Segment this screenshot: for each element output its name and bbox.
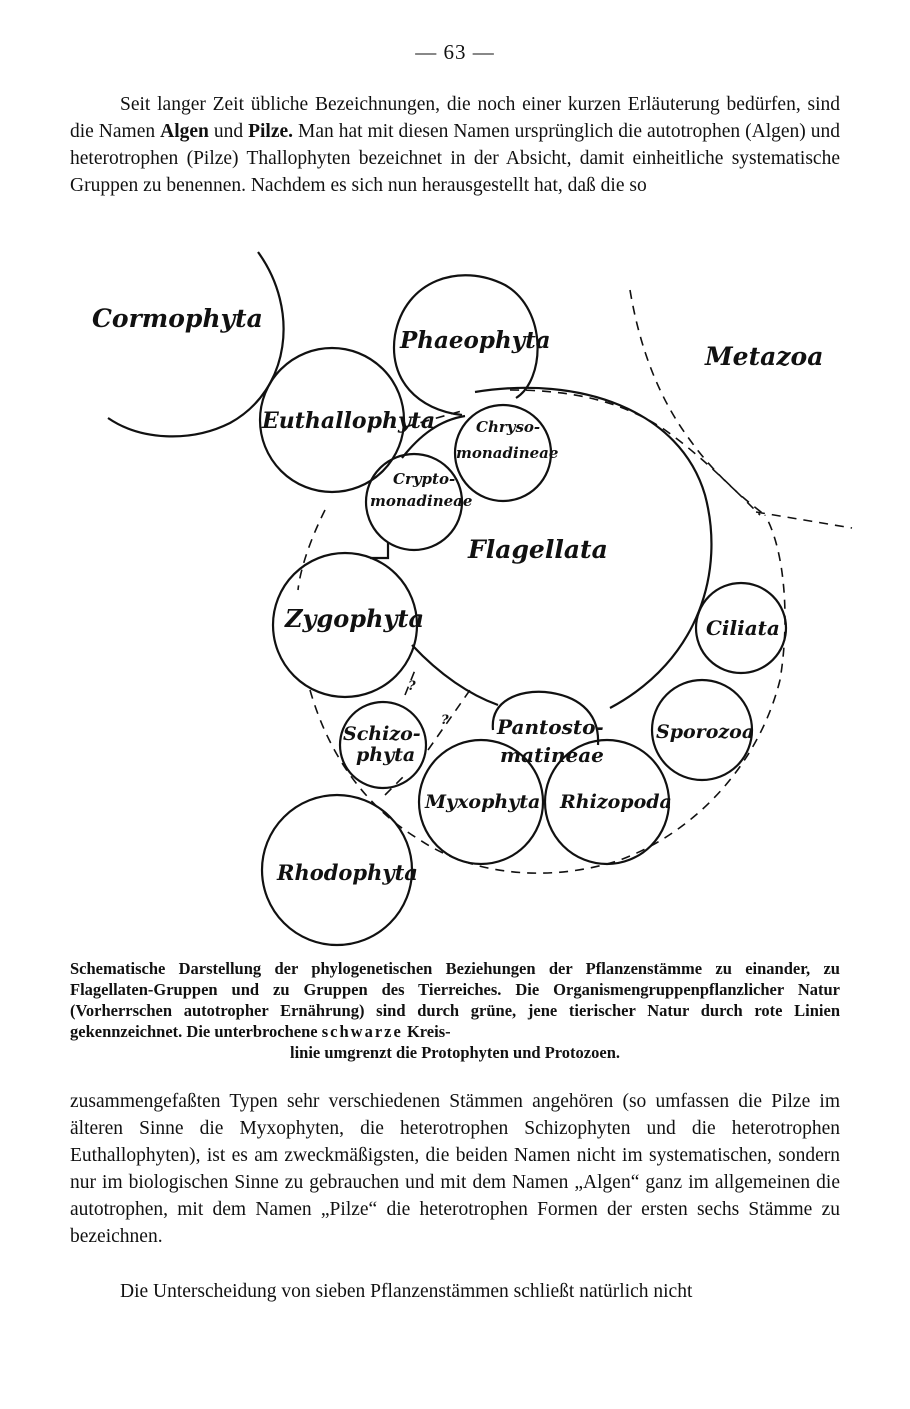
- caption-last-line: linie umgrenzt die Protophyten und Protozoen.: [290, 1043, 620, 1062]
- paragraph-top: [70, 91, 840, 199]
- flagellata-arc-left: [370, 542, 388, 558]
- caption-spaced-word: schwarze: [321, 1022, 403, 1041]
- label-flagellata: Flagellata: [468, 535, 608, 564]
- label-question-1: ?: [408, 679, 416, 694]
- label-pantosto-1: Pantosto-: [497, 715, 604, 739]
- phylogeny-diagram-svg: [0, 240, 910, 952]
- page-number: — 63 —: [415, 40, 495, 64]
- label-myxophyta: Myxophyta: [425, 791, 541, 813]
- label-chryso-1: Chryso-: [476, 418, 541, 436]
- caption-text-2: pflanzlicher Natur (Vorherrschen autotropher Ernährung) sind durch grüne, jene tierischer Natur durch rote Linien gekennzeichnet. Die unterbrochene: [70, 980, 840, 1041]
- protophyta-boundary: [298, 510, 325, 590]
- schizo-pantosto-dash: [428, 690, 470, 750]
- label-cormophyta: Cormophyta: [92, 304, 263, 333]
- label-schizo-1: Schizo-: [343, 723, 421, 745]
- term-algen: Algen: [160, 121, 209, 142]
- paragraph-top-text-1: Seit langer Zeit übliche Bezeichnungen, die noch einer kurzen Erläuterung bedürfen, sind die Namen: [70, 94, 840, 142]
- paragraph-top-text-3: Man hat mit diesen Namen ursprünglich die autotrophen (Algen) und heterotrophen (Pilze) Thallophyten bezeichnet in der Absicht, damit einheitliche systematische Gruppen zu benennen. Nachdem es sich nun herausgestellt hat, daß die so: [70, 121, 841, 196]
- label-pantosto-2: matineae: [500, 743, 604, 767]
- schizo-rhodo-dash: [385, 775, 405, 795]
- label-question-2: ?: [441, 713, 449, 728]
- label-ciliata: Ciliata: [706, 616, 780, 640]
- label-euthallophyta: Euthallophyta: [262, 408, 436, 434]
- term-pilze: Pilze.: [248, 121, 294, 142]
- metazoa-boundary: [630, 290, 765, 515]
- phylogeny-diagram: [0, 240, 910, 952]
- label-sporozoa: Sporozoa: [656, 721, 755, 743]
- label-schizo-2: phyta: [356, 744, 416, 766]
- label-metazoa: Metazoa: [705, 342, 824, 371]
- flagellata-arc-lower: [412, 645, 498, 705]
- label-rhizopoda: Rhizopoda: [560, 791, 672, 813]
- label-crypto-2: monadineae: [370, 492, 473, 510]
- caption-text-3: Kreis-: [402, 1022, 451, 1041]
- label-zygophyta: Zygophyta: [285, 604, 425, 633]
- label-chryso-2: monadineae: [456, 444, 559, 462]
- label-rhodophyta: Rhodophyta: [277, 860, 418, 885]
- paragraph-last: Die Unterscheidung von sieben Pflanzenstämmen schließt natürlich nicht: [120, 1281, 693, 1302]
- label-crypto-1: Crypto-: [393, 470, 456, 488]
- label-phaeophyta: Phaeophyta: [400, 327, 551, 354]
- cormophyta-arc: [108, 252, 284, 436]
- paragraph-top-text-2: und: [208, 121, 249, 142]
- caption-text-1: Schematische Darstellung der phylogenetischen Beziehungen der Pflanzenstämme zu einander, zu Flagellaten-Gruppen und zu Gruppen des Tierreiches. Die Organismengruppen: [70, 959, 840, 999]
- paragraph-bottom: zusammengefaßten Typen sehr verschiedenen Stämmen angehören (so umfassen die Pilze im älteren Sinne die Myxophyten, die heterotrophen Schizophyten und die heterotrophen Euthallophyten), ist es am zweckmäßigsten, die beiden Namen nicht im systematischen, sondern nur im biologischen Sinne zu gebrauchen und mit dem Namen „Algen“ ganz im allgemeinen die autotrophen, mit dem Namen „Pilze“ die heterotrophen Formen der ersten sechs Stämme zu bezeichnen.: [70, 1091, 840, 1247]
- figure-caption: [70, 958, 840, 1063]
